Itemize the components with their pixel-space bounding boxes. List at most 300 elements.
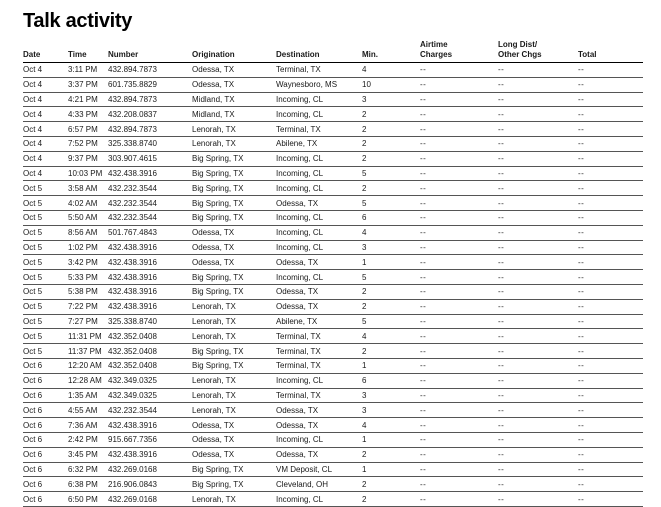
minutes-cell: 4 — [362, 225, 420, 240]
airtime-charges-cell: -- — [420, 63, 498, 78]
number-cell: 501.767.4843 — [108, 225, 192, 240]
origination-cell: Big Spring, TX — [192, 270, 276, 285]
number-cell: 601.735.8829 — [108, 77, 192, 92]
date-cell: Oct 4 — [23, 92, 68, 107]
destination-cell: Abilene, TX — [276, 314, 362, 329]
date-cell: Oct 6 — [23, 447, 68, 462]
minutes-cell: 3 — [362, 403, 420, 418]
time-cell: 12:20 AM — [68, 358, 108, 373]
destination-cell: Incoming, CL — [276, 181, 362, 196]
total-cell: -- — [578, 403, 643, 418]
table-row — [23, 284, 643, 299]
total-cell: -- — [578, 477, 643, 492]
airtime-charges-cell: -- — [420, 210, 498, 225]
destination-cell: Odessa, TX — [276, 284, 362, 299]
column-header-time: Time — [68, 39, 108, 63]
airtime-charges-cell: -- — [420, 196, 498, 211]
time-cell: 2:42 PM — [68, 432, 108, 447]
table-row — [23, 418, 643, 433]
column-header-number: Number — [108, 39, 192, 63]
table-row — [23, 122, 643, 137]
destination-cell: Cleveland, OH — [276, 477, 362, 492]
date-cell: Oct 6 — [23, 477, 68, 492]
origination-cell: Big Spring, TX — [192, 151, 276, 166]
total-cell: -- — [578, 344, 643, 359]
minutes-cell: 1 — [362, 462, 420, 477]
time-cell: 6:57 PM — [68, 122, 108, 137]
table-row — [23, 373, 643, 388]
total-cell: -- — [578, 447, 643, 462]
destination-cell: Odessa, TX — [276, 299, 362, 314]
long-dist-cell: -- — [498, 210, 578, 225]
table-row — [23, 270, 643, 285]
number-cell: 432.438.3916 — [108, 255, 192, 270]
destination-cell: Terminal, TX — [276, 63, 362, 78]
time-cell: 3:42 PM — [68, 255, 108, 270]
long-dist-cell: -- — [498, 432, 578, 447]
long-dist-cell: -- — [498, 77, 578, 92]
long-dist-cell: -- — [498, 403, 578, 418]
number-cell: 325.338.8740 — [108, 136, 192, 151]
minutes-cell: 2 — [362, 299, 420, 314]
minutes-cell: 6 — [362, 373, 420, 388]
long-dist-cell: -- — [498, 181, 578, 196]
destination-cell: Incoming, CL — [276, 166, 362, 181]
origination-cell: Midland, TX — [192, 107, 276, 122]
airtime-charges-cell: -- — [420, 225, 498, 240]
destination-cell: Incoming, CL — [276, 373, 362, 388]
number-cell: 432.269.0168 — [108, 462, 192, 477]
destination-cell: Odessa, TX — [276, 403, 362, 418]
airtime-charges-cell: -- — [420, 255, 498, 270]
number-cell: 432.232.3544 — [108, 210, 192, 225]
number-cell: 303.907.4615 — [108, 151, 192, 166]
number-cell: 432.269.0168 — [108, 492, 192, 507]
table-row — [23, 136, 643, 151]
minutes-cell: 3 — [362, 388, 420, 403]
origination-cell: Lenorah, TX — [192, 329, 276, 344]
minutes-cell: 2 — [362, 447, 420, 462]
destination-cell: Terminal, TX — [276, 329, 362, 344]
date-cell: Oct 5 — [23, 210, 68, 225]
airtime-charges-cell: -- — [420, 492, 498, 507]
table-row — [23, 196, 643, 211]
long-dist-cell: -- — [498, 299, 578, 314]
airtime-charges-cell: -- — [420, 166, 498, 181]
minutes-cell: 5 — [362, 166, 420, 181]
minutes-cell: 4 — [362, 63, 420, 78]
table-body — [23, 63, 643, 507]
long-dist-cell: -- — [498, 462, 578, 477]
airtime-charges-cell: -- — [420, 314, 498, 329]
origination-cell: Odessa, TX — [192, 240, 276, 255]
origination-cell: Odessa, TX — [192, 418, 276, 433]
total-cell: -- — [578, 151, 643, 166]
total-cell: -- — [578, 225, 643, 240]
long-dist-cell: -- — [498, 255, 578, 270]
origination-cell: Odessa, TX — [192, 255, 276, 270]
minutes-cell: 2 — [362, 136, 420, 151]
destination-cell: Incoming, CL — [276, 432, 362, 447]
time-cell: 6:38 PM — [68, 477, 108, 492]
table-row — [23, 447, 643, 462]
time-cell: 4:33 PM — [68, 107, 108, 122]
origination-cell: Big Spring, TX — [192, 477, 276, 492]
table-row — [23, 210, 643, 225]
minutes-cell: 1 — [362, 255, 420, 270]
origination-cell: Odessa, TX — [192, 77, 276, 92]
airtime-charges-cell: -- — [420, 403, 498, 418]
number-cell: 432.438.3916 — [108, 270, 192, 285]
destination-cell: Terminal, TX — [276, 388, 362, 403]
long-dist-cell: -- — [498, 166, 578, 181]
date-cell: Oct 5 — [23, 240, 68, 255]
airtime-charges-cell: -- — [420, 136, 498, 151]
date-cell: Oct 5 — [23, 270, 68, 285]
minutes-cell: 2 — [362, 492, 420, 507]
destination-cell: Incoming, CL — [276, 107, 362, 122]
time-cell: 8:56 AM — [68, 225, 108, 240]
origination-cell: Lenorah, TX — [192, 314, 276, 329]
minutes-cell: 4 — [362, 418, 420, 433]
date-cell: Oct 4 — [23, 107, 68, 122]
long-dist-cell: -- — [498, 122, 578, 137]
long-dist-cell: -- — [498, 225, 578, 240]
column-header-minutes: Min. — [362, 39, 420, 63]
total-cell: -- — [578, 284, 643, 299]
table-row — [23, 166, 643, 181]
number-cell: 432.352.0408 — [108, 329, 192, 344]
date-cell: Oct 5 — [23, 181, 68, 196]
airtime-charges-cell: -- — [420, 477, 498, 492]
total-cell: -- — [578, 255, 643, 270]
number-cell: 432.352.0408 — [108, 358, 192, 373]
date-cell: Oct 6 — [23, 358, 68, 373]
time-cell: 10:03 PM — [68, 166, 108, 181]
destination-cell: Incoming, CL — [276, 270, 362, 285]
date-cell: Oct 5 — [23, 284, 68, 299]
minutes-cell: 5 — [362, 196, 420, 211]
number-cell: 432.894.7873 — [108, 122, 192, 137]
origination-cell: Lenorah, TX — [192, 299, 276, 314]
table-row — [23, 255, 643, 270]
minutes-cell: 5 — [362, 270, 420, 285]
long-dist-cell: -- — [498, 136, 578, 151]
destination-cell: Abilene, TX — [276, 136, 362, 151]
time-cell: 7:27 PM — [68, 314, 108, 329]
total-cell: -- — [578, 63, 643, 78]
time-cell: 7:36 AM — [68, 418, 108, 433]
date-cell: Oct 4 — [23, 166, 68, 181]
table-row — [23, 344, 643, 359]
destination-cell: VM Deposit, CL — [276, 462, 362, 477]
destination-cell: Odessa, TX — [276, 196, 362, 211]
time-cell: 11:31 PM — [68, 329, 108, 344]
date-cell: Oct 6 — [23, 403, 68, 418]
table-row — [23, 477, 643, 492]
table-row — [23, 63, 643, 78]
table-row — [23, 358, 643, 373]
table-row — [23, 181, 643, 196]
number-cell: 216.906.0843 — [108, 477, 192, 492]
column-header-total: Total — [578, 39, 643, 63]
total-cell: -- — [578, 358, 643, 373]
total-cell: -- — [578, 136, 643, 151]
airtime-charges-cell: -- — [420, 122, 498, 137]
time-cell: 4:55 AM — [68, 403, 108, 418]
long-dist-cell: -- — [498, 447, 578, 462]
date-cell: Oct 4 — [23, 136, 68, 151]
airtime-charges-cell: -- — [420, 107, 498, 122]
number-cell: 915.667.7356 — [108, 432, 192, 447]
destination-cell: Incoming, CL — [276, 210, 362, 225]
origination-cell: Lenorah, TX — [192, 122, 276, 137]
date-cell: Oct 4 — [23, 63, 68, 78]
time-cell: 3:45 PM — [68, 447, 108, 462]
time-cell: 7:22 PM — [68, 299, 108, 314]
airtime-charges-cell: -- — [420, 388, 498, 403]
destination-cell: Incoming, CL — [276, 225, 362, 240]
destination-cell: Odessa, TX — [276, 255, 362, 270]
time-cell: 3:11 PM — [68, 63, 108, 78]
long-dist-cell: -- — [498, 107, 578, 122]
destination-cell: Waynesboro, MS — [276, 77, 362, 92]
airtime-charges-cell: -- — [420, 344, 498, 359]
airtime-charges-cell: -- — [420, 284, 498, 299]
table-row — [23, 107, 643, 122]
page-title: Talk activity — [23, 10, 133, 32]
destination-cell: Terminal, TX — [276, 344, 362, 359]
talk-activity-table — [23, 39, 643, 507]
origination-cell: Big Spring, TX — [192, 196, 276, 211]
airtime-charges-cell: -- — [420, 92, 498, 107]
total-cell: -- — [578, 270, 643, 285]
table-row — [23, 329, 643, 344]
airtime-charges-cell: -- — [420, 432, 498, 447]
total-cell: -- — [578, 210, 643, 225]
time-cell: 3:58 AM — [68, 181, 108, 196]
date-cell: Oct 5 — [23, 344, 68, 359]
origination-cell: Odessa, TX — [192, 432, 276, 447]
table-row — [23, 151, 643, 166]
long-dist-cell: -- — [498, 314, 578, 329]
origination-cell: Lenorah, TX — [192, 403, 276, 418]
table-row — [23, 492, 643, 507]
minutes-cell: 4 — [362, 329, 420, 344]
number-cell: 432.232.3544 — [108, 181, 192, 196]
total-cell: -- — [578, 418, 643, 433]
destination-cell: Terminal, TX — [276, 358, 362, 373]
minutes-cell: 2 — [362, 344, 420, 359]
origination-cell: Lenorah, TX — [192, 136, 276, 151]
time-cell: 1:35 AM — [68, 388, 108, 403]
table-row — [23, 225, 643, 240]
date-cell: Oct 4 — [23, 77, 68, 92]
minutes-cell: 2 — [362, 151, 420, 166]
origination-cell: Odessa, TX — [192, 63, 276, 78]
origination-cell: Lenorah, TX — [192, 492, 276, 507]
destination-cell: Incoming, CL — [276, 492, 362, 507]
number-cell: 432.438.3916 — [108, 284, 192, 299]
total-cell: -- — [578, 181, 643, 196]
destination-cell: Incoming, CL — [276, 92, 362, 107]
origination-cell: Big Spring, TX — [192, 210, 276, 225]
time-cell: 6:50 PM — [68, 492, 108, 507]
column-header-date: Date — [23, 39, 68, 63]
date-cell: Oct 5 — [23, 299, 68, 314]
total-cell: -- — [578, 196, 643, 211]
total-cell: -- — [578, 314, 643, 329]
destination-cell: Incoming, CL — [276, 151, 362, 166]
column-header-origination: Origination — [192, 39, 276, 63]
long-dist-cell: -- — [498, 270, 578, 285]
origination-cell: Midland, TX — [192, 92, 276, 107]
total-cell: -- — [578, 299, 643, 314]
number-cell: 432.894.7873 — [108, 63, 192, 78]
minutes-cell: 1 — [362, 358, 420, 373]
total-cell: -- — [578, 122, 643, 137]
airtime-charges-cell: -- — [420, 329, 498, 344]
origination-cell: Big Spring, TX — [192, 462, 276, 477]
total-cell: -- — [578, 373, 643, 388]
minutes-cell: 6 — [362, 210, 420, 225]
time-cell: 5:38 PM — [68, 284, 108, 299]
number-cell: 432.438.3916 — [108, 240, 192, 255]
date-cell: Oct 5 — [23, 225, 68, 240]
date-cell: Oct 6 — [23, 462, 68, 477]
long-dist-cell: -- — [498, 240, 578, 255]
airtime-charges-cell: -- — [420, 270, 498, 285]
minutes-cell: 3 — [362, 92, 420, 107]
minutes-cell: 2 — [362, 181, 420, 196]
table-row — [23, 462, 643, 477]
minutes-cell: 1 — [362, 432, 420, 447]
time-cell: 12:28 AM — [68, 373, 108, 388]
origination-cell: Big Spring, TX — [192, 284, 276, 299]
date-cell: Oct 4 — [23, 122, 68, 137]
total-cell: -- — [578, 166, 643, 181]
column-header-destination: Destination — [276, 39, 362, 63]
long-dist-cell: -- — [498, 492, 578, 507]
minutes-cell: 2 — [362, 477, 420, 492]
total-cell: -- — [578, 77, 643, 92]
long-dist-cell: -- — [498, 358, 578, 373]
number-cell: 432.438.3916 — [108, 166, 192, 181]
long-dist-cell: -- — [498, 151, 578, 166]
origination-cell: Big Spring, TX — [192, 166, 276, 181]
time-cell: 4:21 PM — [68, 92, 108, 107]
total-cell: -- — [578, 462, 643, 477]
airtime-charges-cell: -- — [420, 181, 498, 196]
table-row — [23, 92, 643, 107]
total-cell: -- — [578, 388, 643, 403]
date-cell: Oct 6 — [23, 373, 68, 388]
time-cell: 3:37 PM — [68, 77, 108, 92]
number-cell: 432.438.3916 — [108, 418, 192, 433]
airtime-charges-cell: -- — [420, 151, 498, 166]
minutes-cell: 3 — [362, 240, 420, 255]
minutes-cell: 2 — [362, 284, 420, 299]
table-row — [23, 403, 643, 418]
long-dist-cell: -- — [498, 373, 578, 388]
origination-cell: Big Spring, TX — [192, 358, 276, 373]
long-dist-cell: -- — [498, 344, 578, 359]
long-dist-cell: -- — [498, 477, 578, 492]
origination-cell: Big Spring, TX — [192, 181, 276, 196]
destination-cell: Incoming, CL — [276, 240, 362, 255]
number-cell: 432.352.0408 — [108, 344, 192, 359]
table-row — [23, 299, 643, 314]
airtime-charges-cell: -- — [420, 418, 498, 433]
time-cell: 11:37 PM — [68, 344, 108, 359]
total-cell: -- — [578, 92, 643, 107]
airtime-charges-cell: -- — [420, 299, 498, 314]
table-row — [23, 77, 643, 92]
long-dist-cell: -- — [498, 388, 578, 403]
long-dist-cell: -- — [498, 196, 578, 211]
number-cell: 432.894.7873 — [108, 92, 192, 107]
minutes-cell: 2 — [362, 107, 420, 122]
time-cell: 9:37 PM — [68, 151, 108, 166]
total-cell: -- — [578, 432, 643, 447]
origination-cell: Lenorah, TX — [192, 373, 276, 388]
total-cell: -- — [578, 492, 643, 507]
destination-cell: Odessa, TX — [276, 447, 362, 462]
time-cell: 5:33 PM — [68, 270, 108, 285]
long-dist-cell: -- — [498, 329, 578, 344]
time-cell: 1:02 PM — [68, 240, 108, 255]
long-dist-cell: -- — [498, 284, 578, 299]
column-header-long-dist-other-chgs: Long Dist/ Other Chgs — [498, 39, 578, 63]
origination-cell: Odessa, TX — [192, 447, 276, 462]
airtime-charges-cell: -- — [420, 373, 498, 388]
date-cell: Oct 6 — [23, 388, 68, 403]
table-row — [23, 432, 643, 447]
airtime-charges-cell: -- — [420, 358, 498, 373]
time-cell: 4:02 AM — [68, 196, 108, 211]
number-cell: 432.232.3544 — [108, 403, 192, 418]
origination-cell: Odessa, TX — [192, 225, 276, 240]
date-cell: Oct 5 — [23, 329, 68, 344]
number-cell: 432.232.3544 — [108, 196, 192, 211]
destination-cell: Odessa, TX — [276, 418, 362, 433]
date-cell: Oct 5 — [23, 314, 68, 329]
time-cell: 5:50 AM — [68, 210, 108, 225]
minutes-cell: 10 — [362, 77, 420, 92]
date-cell: Oct 6 — [23, 492, 68, 507]
total-cell: -- — [578, 107, 643, 122]
date-cell: Oct 5 — [23, 196, 68, 211]
total-cell: -- — [578, 329, 643, 344]
origination-cell: Lenorah, TX — [192, 388, 276, 403]
airtime-charges-cell: -- — [420, 240, 498, 255]
time-cell: 7:52 PM — [68, 136, 108, 151]
column-header-airtime-charges: Airtime Charges — [420, 39, 498, 63]
number-cell: 432.349.0325 — [108, 388, 192, 403]
total-cell: -- — [578, 240, 643, 255]
destination-cell: Terminal, TX — [276, 122, 362, 137]
airtime-charges-cell: -- — [420, 462, 498, 477]
number-cell: 432.208.0837 — [108, 107, 192, 122]
table-row — [23, 388, 643, 403]
date-cell: Oct 4 — [23, 151, 68, 166]
minutes-cell: 2 — [362, 122, 420, 137]
number-cell: 432.349.0325 — [108, 373, 192, 388]
date-cell: Oct 6 — [23, 432, 68, 447]
airtime-charges-cell: -- — [420, 77, 498, 92]
origination-cell: Big Spring, TX — [192, 344, 276, 359]
table-row — [23, 240, 643, 255]
